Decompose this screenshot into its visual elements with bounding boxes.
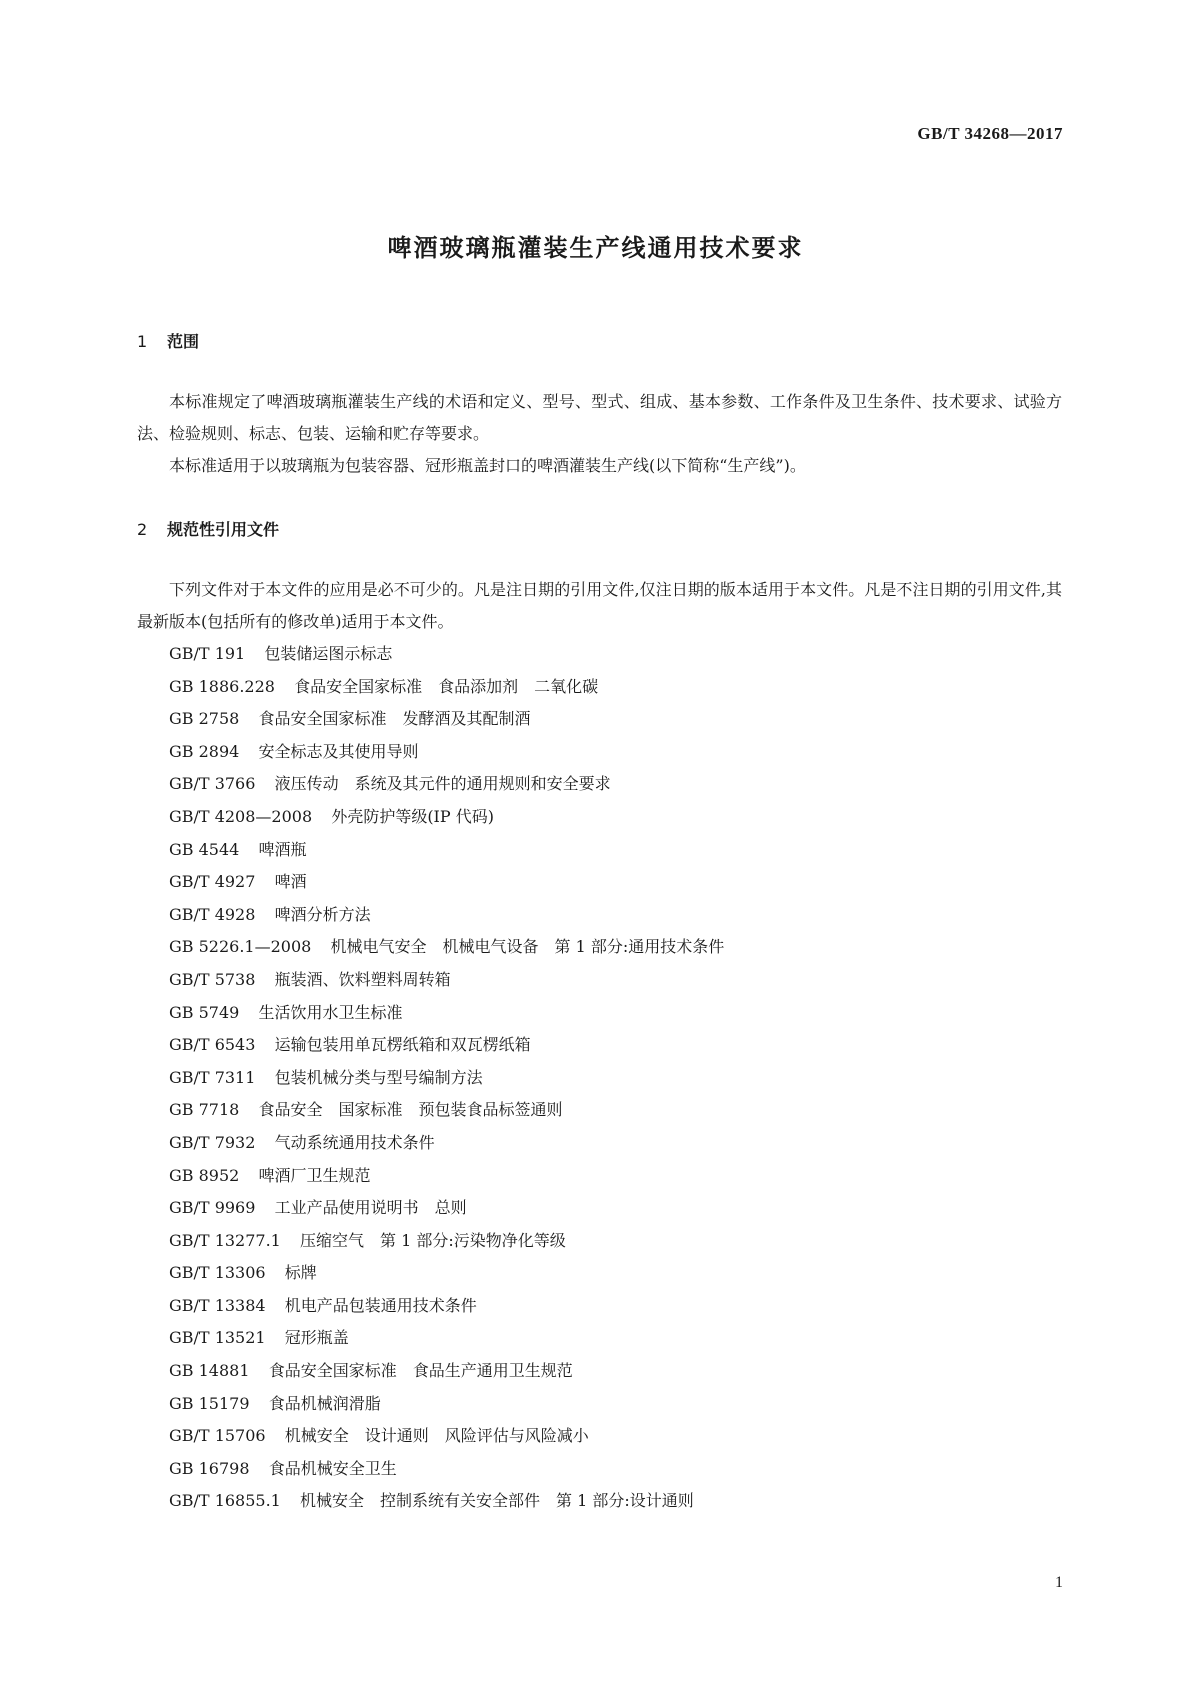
reference-title: 生活饮用水卫生标准 [258, 1002, 403, 1022]
reference-item [137, 638, 1062, 671]
reference-item [137, 736, 1062, 769]
reference-title: 运输包装用单瓦楞纸箱和双瓦楞纸箱 [274, 1035, 531, 1055]
reference-item [137, 801, 1062, 834]
page-number: 1 [1055, 1574, 1063, 1591]
section-2-title: 规范性引用文件 [167, 520, 280, 539]
reference-code: GB 4544 [169, 839, 240, 859]
document-body [137, 330, 1062, 1518]
reference-title: 机械电气安全 机械电气设备 第 1 部分:通用技术条件 [330, 937, 725, 957]
reference-item [137, 1029, 1062, 1062]
reference-item [137, 834, 1062, 867]
reference-code: GB 5226.1—2008 [169, 937, 312, 957]
reference-code: GB/T 191 [169, 644, 246, 663]
standard-code: GB/T 34268—2017 [917, 124, 1063, 143]
reference-item [137, 1225, 1062, 1258]
reference-code: GB 14881 [169, 1361, 250, 1381]
reference-code: GB/T 3766 [169, 774, 256, 794]
reference-code: GB 2894 [169, 741, 240, 761]
reference-code: GB/T 7311 [169, 1067, 256, 1087]
reference-title: 啤酒分析方法 [274, 904, 371, 924]
reference-code: GB/T 16855.1 [169, 1491, 281, 1511]
reference-code: GB/T 7932 [169, 1132, 256, 1152]
reference-code: GB/T 4928 [169, 904, 256, 924]
reference-code: GB/T 9969 [169, 1198, 256, 1218]
reference-item [137, 671, 1062, 704]
reference-item [137, 1062, 1062, 1095]
reference-title: 啤酒瓶 [258, 839, 307, 859]
reference-code: GB 15179 [169, 1393, 250, 1413]
reference-title: 啤酒厂卫生规范 [258, 1165, 371, 1185]
reference-item [137, 1485, 1062, 1518]
reference-code: GB/T 13277.1 [169, 1230, 281, 1250]
reference-title: 机电产品包装通用技术条件 [284, 1295, 477, 1315]
section-2-heading [137, 518, 1062, 542]
section-1-number: 1 [137, 332, 148, 351]
document-title: 啤酒玻璃瓶灌装生产线通用技术要求 [387, 234, 804, 262]
reference-item [137, 899, 1062, 932]
reference-code: GB 8952 [169, 1165, 240, 1185]
reference-item [137, 1420, 1062, 1453]
reference-title: 瓶装酒、饮料塑料周转箱 [274, 969, 451, 989]
reference-item [137, 1355, 1062, 1388]
reference-title: 气动系统通用技术条件 [274, 1132, 435, 1152]
reference-item [137, 1094, 1062, 1127]
reference-code: GB/T 5738 [169, 969, 256, 989]
reference-item [137, 931, 1062, 964]
reference-code: GB/T 4927 [169, 872, 256, 892]
reference-title: 液压传动 系统及其元件的通用规则和安全要求 [274, 774, 611, 794]
reference-title: 冠形瓶盖 [284, 1328, 349, 1348]
reference-title: 食品机械安全卫生 [268, 1458, 397, 1478]
reference-item [137, 1453, 1062, 1486]
reference-title: 食品安全 国家标准 预包装食品标签通则 [258, 1100, 563, 1120]
reference-title: 啤酒 [274, 872, 307, 892]
reference-code: GB/T 13306 [169, 1263, 266, 1283]
normative-references-list [137, 638, 1062, 1518]
reference-code: GB 5749 [169, 1002, 240, 1022]
reference-title: 压缩空气 第 1 部分:污染物净化等级 [300, 1230, 566, 1250]
reference-title: 安全标志及其使用导则 [258, 741, 419, 761]
reference-title: 包装机械分类与型号编制方法 [274, 1067, 483, 1087]
reference-item [137, 1290, 1062, 1323]
reference-code: GB/T 4208—2008 [169, 806, 313, 826]
reference-code: GB 2758 [169, 709, 240, 729]
section-1-paragraph-1: 本标准规定了啤酒玻璃瓶灌装生产线的术语和定义、型号、型式、组成、基本参数、工作条件及卫生条件、技术要求、试验方法、检验规则、标志、包装、运输和贮存等要求。 [137, 392, 1062, 443]
reference-title: 包装储运图示标志 [264, 644, 393, 663]
reference-code: GB 16798 [169, 1458, 250, 1478]
reference-item [137, 964, 1062, 997]
reference-title: 食品安全国家标准 发酵酒及其配制酒 [258, 709, 531, 729]
reference-code: GB/T 13521 [169, 1328, 266, 1348]
reference-code: GB 7718 [169, 1100, 240, 1120]
reference-code: GB/T 6543 [169, 1035, 256, 1055]
reference-item [137, 997, 1062, 1030]
reference-code: GB 1886.228 [169, 676, 275, 696]
reference-title: 机械安全 控制系统有关安全部件 第 1 部分:设计通则 [300, 1491, 694, 1511]
reference-item [137, 1127, 1062, 1160]
section-1-title: 范围 [167, 332, 200, 351]
reference-item [137, 866, 1062, 899]
reference-item [137, 1257, 1062, 1290]
reference-title: 工业产品使用说明书 总则 [274, 1198, 467, 1218]
reference-item [137, 1192, 1062, 1225]
reference-item [137, 1160, 1062, 1193]
reference-title: 食品机械润滑脂 [268, 1393, 381, 1413]
reference-title: 机械安全 设计通则 风险评估与风险减小 [284, 1426, 589, 1446]
reference-title: 外壳防护等级(IP 代码) [331, 806, 494, 826]
section-1-paragraph-2: 本标准适用于以玻璃瓶为包装容器、冠形瓶盖封口的啤酒灌装生产线(以下简称“生产线”)。 [169, 456, 806, 475]
reference-title: 标牌 [284, 1263, 317, 1283]
reference-title: 食品安全国家标准 食品生产通用卫生规范 [268, 1361, 573, 1381]
reference-item [137, 1388, 1062, 1421]
section-2-number: 2 [137, 520, 148, 539]
reference-item [137, 1322, 1062, 1355]
section-2-paragraph-1: 下列文件对于本文件的应用是必不可少的。凡是注日期的引用文件,仅注日期的版本适用于本文件。凡是不注日期的引用文件,其最新版本(包括所有的修改单)适用于本文件。 [137, 580, 1062, 631]
reference-code: GB/T 15706 [169, 1426, 266, 1446]
reference-code: GB/T 13384 [169, 1295, 266, 1315]
section-1-heading [137, 330, 1062, 354]
reference-item [137, 703, 1062, 736]
reference-item [137, 768, 1062, 801]
reference-title: 食品安全国家标准 食品添加剂 二氧化碳 [294, 676, 599, 696]
